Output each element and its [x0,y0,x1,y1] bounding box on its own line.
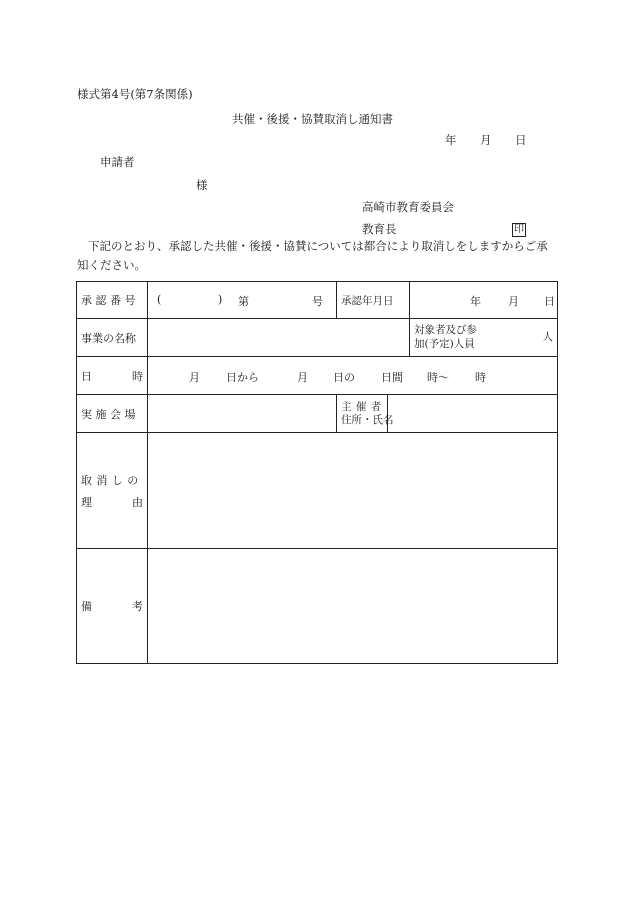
venue-label: 実施会場 [77,395,148,433]
seal-mark [512,221,526,237]
intro-text: 下記のとおり、承認した共催・後援・協賛については都合により取消しをしますからご承知ください。 [77,239,548,272]
approval-date-year: 年 [470,295,481,308]
reason-label [77,433,148,549]
approval-date-label: 承認年月日 [337,282,410,319]
reason-label-line2: 理 由 [81,495,143,509]
datetime-label: 日 時 [77,357,148,395]
venue-value [148,395,337,433]
intro-paragraph [77,237,559,275]
seal-text: 印 [514,224,524,235]
approval-number-label: 承認番号 [77,282,148,319]
approval-number-cell [148,282,337,319]
reason-label-line1: 取消しの [81,473,143,487]
remarks-label: 備 考 [77,549,148,664]
notice-form-table [76,281,558,664]
approval-row [77,282,558,319]
participants-label-line1: 対象者及び参 [414,323,477,336]
event-name-label: 事業の名称 [77,319,148,357]
datetime-value [148,357,558,395]
datetime-month-1: 月 [189,370,200,384]
organizer-value [388,395,558,433]
approval-date-month: 月 [508,295,519,308]
organizer-label-line2: 住所・氏名 [341,413,394,426]
datetime-days: 日間 [381,370,403,384]
document-title: 共催・後援・協賛取消し通知書 [232,112,393,126]
remarks-value [148,549,558,664]
datetime-hour-from: 時～ [427,370,449,384]
reason-row [77,433,558,549]
approval-date-day: 日 [544,295,555,308]
participants-cell [410,319,558,357]
datetime-from: 日から [226,370,259,384]
participants-unit: 人 [542,330,553,343]
remarks-row [77,549,558,664]
applicant-label: 申請者 [100,155,135,169]
approval-number-open-paren: ( [157,293,162,306]
participants-label-line2: 加(予定)人員 [414,337,475,350]
issuer-name: 高崎市教育委員会 [362,200,454,214]
approval-number-close-paren: ) [218,293,223,306]
date-day: 日 [515,133,527,147]
date-year: 年 [445,133,457,147]
datetime-hour-to: 時 [475,370,486,384]
datetime-month-2: 月 [297,370,308,384]
event-name-value [148,319,410,357]
organizer-label-line1: 主 催 者 [341,400,382,413]
honorific: 様 [196,178,208,192]
datetime-day-of: 日の [333,370,355,384]
organizer-label [337,395,394,433]
venue-row [77,395,558,433]
date-month: 月 [480,133,492,147]
superintendent-label: 教育長 [362,222,397,236]
approval-date-cell [410,282,558,319]
datetime-row [77,357,558,395]
form-number: 様式第4号(第7条関係) [77,87,193,101]
approval-number-go: 号 [312,295,323,308]
reason-value [148,433,558,549]
event-row [77,319,558,357]
approval-number-dai: 第 [238,295,249,308]
